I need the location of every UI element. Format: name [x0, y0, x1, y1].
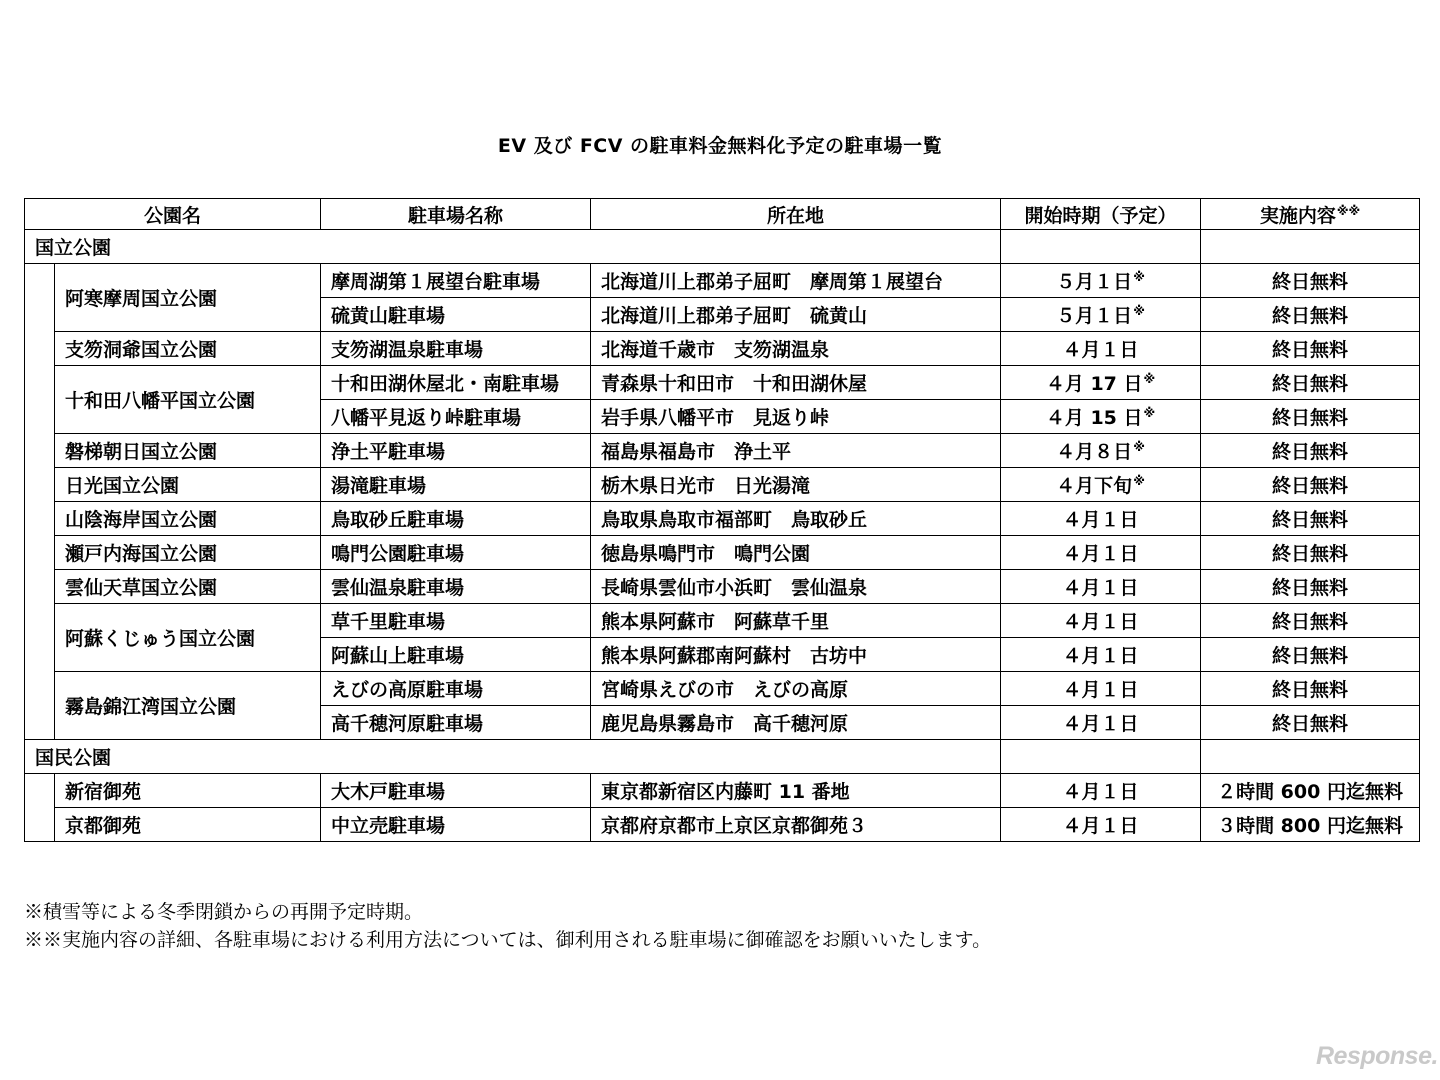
- content: 終日無料: [1201, 332, 1420, 366]
- page-title: EV 及び FCV の駐車料金無料化予定の駐車場一覧: [497, 135, 943, 157]
- park-name: 霧島錦江湾国立公園: [55, 672, 321, 740]
- category-row: [25, 230, 1420, 264]
- indent-cell: [25, 298, 55, 332]
- address: 北海道川上郡弟子屈町 硫黄山: [591, 298, 1001, 332]
- indent-cell: [25, 468, 55, 502]
- table-row: [25, 570, 1420, 604]
- lot-name: 大木戸駐車場: [321, 774, 591, 808]
- park-name: 京都御苑: [55, 808, 321, 842]
- lot-name: えびの高原駐車場: [321, 672, 591, 706]
- park-name: 日光国立公園: [55, 468, 321, 502]
- note-mark: ※: [1143, 372, 1156, 386]
- start-date: [1001, 332, 1201, 366]
- table-row: [25, 468, 1420, 502]
- start-date-text: ４月１日: [1062, 543, 1139, 565]
- footnotes: [24, 898, 991, 954]
- park-name: 瀬戸内海国立公園: [55, 536, 321, 570]
- note-mark: ※: [1133, 474, 1145, 488]
- start-date: [1001, 570, 1201, 604]
- address: 熊本県阿蘇市 阿蘇草千里: [591, 604, 1001, 638]
- content: 終日無料: [1201, 264, 1420, 298]
- indent-cell: [25, 604, 55, 638]
- content: 終日無料: [1201, 298, 1420, 332]
- address: 福島県福島市 浄土平: [591, 434, 1001, 468]
- lot-name: 阿蘇山上駐車場: [321, 638, 591, 672]
- category-label: 国立公園: [25, 230, 591, 264]
- content: 終日無料: [1201, 434, 1420, 468]
- note-mark: ※: [1133, 304, 1145, 318]
- indent-cell: [25, 808, 55, 842]
- footnote-1: ※積雪等による冬季閉鎖からの再開予定時期。: [24, 901, 424, 923]
- park-name: 雲仙天草国立公園: [55, 570, 321, 604]
- lot-name: 中立売駐車場: [321, 808, 591, 842]
- category-row: [25, 740, 1420, 774]
- indent-cell: [25, 332, 55, 366]
- start-date: [1001, 434, 1201, 468]
- start-date-text: ４月１日: [1062, 509, 1139, 531]
- indent-cell: [25, 434, 55, 468]
- header-content-label: 実施内容: [1259, 204, 1336, 227]
- start-date: [1001, 672, 1201, 706]
- content: 終日無料: [1201, 604, 1420, 638]
- indent-cell: [25, 638, 55, 672]
- start-date-text: ４月１日: [1062, 645, 1139, 667]
- lot-name: 摩周湖第１展望台駐車場: [321, 264, 591, 298]
- table-row: [25, 434, 1420, 468]
- content: 終日無料: [1201, 400, 1420, 434]
- indent-cell: [25, 672, 55, 706]
- start-date: [1001, 400, 1201, 434]
- start-date: [1001, 774, 1201, 808]
- indent-cell: [25, 706, 55, 740]
- category-label: 国民公園: [25, 740, 591, 774]
- lot-name: 浄土平駐車場: [321, 434, 591, 468]
- indent-cell: [25, 774, 55, 808]
- start-date-text: ４月下旬: [1056, 475, 1133, 497]
- address: 青森県十和田市 十和田湖休屋: [591, 366, 1001, 400]
- start-date-text: ４月１日: [1062, 713, 1139, 735]
- park-name: 新宿御苑: [55, 774, 321, 808]
- header-park: 公園名: [25, 199, 321, 230]
- table-row: [25, 774, 1420, 808]
- table-row: [25, 264, 1420, 298]
- content: 終日無料: [1201, 672, 1420, 706]
- park-name: 山陰海岸国立公園: [55, 502, 321, 536]
- category-fill-start: [1001, 230, 1201, 264]
- content: ２時間 600 円迄無料: [1201, 774, 1420, 808]
- start-date-text: ４月１日: [1062, 611, 1139, 633]
- address: 京都府京都市上京区京都御苑３: [591, 808, 1001, 842]
- content: 終日無料: [1201, 366, 1420, 400]
- start-date-text: ４月８日: [1056, 441, 1133, 463]
- start-date: [1001, 366, 1201, 400]
- park-name: 支笏洞爺国立公園: [55, 332, 321, 366]
- address: 北海道千歳市 支笏湖温泉: [591, 332, 1001, 366]
- start-date: [1001, 264, 1201, 298]
- start-date-text: ４月１日: [1062, 577, 1139, 599]
- indent-cell: [25, 570, 55, 604]
- note-mark: ※: [1133, 270, 1145, 284]
- start-date-text: ４月１日: [1062, 679, 1139, 701]
- address: 鳥取県鳥取市福部町 鳥取砂丘: [591, 502, 1001, 536]
- lot-name: 草千里駐車場: [321, 604, 591, 638]
- address: 岩手県八幡平市 見返り峠: [591, 400, 1001, 434]
- start-date-text: ５月１日: [1056, 305, 1133, 327]
- start-date-text: ４月１日: [1062, 781, 1139, 803]
- note-mark: ※: [1133, 440, 1145, 454]
- footnote-2: ※※実施内容の詳細、各駐車場における利用方法については、御利用される駐車場に御確認をお願いいたします。: [24, 929, 992, 951]
- content: 終日無料: [1201, 536, 1420, 570]
- content: ３時間 800 円迄無料: [1201, 808, 1420, 842]
- table-row: [25, 332, 1420, 366]
- lot-name: 八幡平見返り峠駐車場: [321, 400, 591, 434]
- content: 終日無料: [1201, 706, 1420, 740]
- category-fill-start: [1001, 740, 1201, 774]
- start-date: [1001, 604, 1201, 638]
- parking-table: [24, 198, 1420, 842]
- start-date: [1001, 706, 1201, 740]
- lot-name: 鳴門公園駐車場: [321, 536, 591, 570]
- indent-cell: [25, 400, 55, 434]
- address: 東京都新宿区内藤町 11 番地: [591, 774, 1001, 808]
- content: 終日無料: [1201, 468, 1420, 502]
- response-watermark-logo: Response.: [1316, 1042, 1438, 1070]
- header-content: [1201, 199, 1420, 230]
- park-name: 磐梯朝日国立公園: [55, 434, 321, 468]
- start-date-text: ４月１日: [1062, 815, 1139, 837]
- table-row: [25, 502, 1420, 536]
- start-date: [1001, 468, 1201, 502]
- category-fill: [591, 740, 1001, 774]
- address: 栃木県日光市 日光湯滝: [591, 468, 1001, 502]
- lot-name: 硫黄山駐車場: [321, 298, 591, 332]
- lot-name: 鳥取砂丘駐車場: [321, 502, 591, 536]
- table-row: [25, 366, 1420, 400]
- start-date: [1001, 536, 1201, 570]
- address: 徳島県鳴門市 鳴門公園: [591, 536, 1001, 570]
- category-fill: [591, 230, 1001, 264]
- address: 熊本県阿蘇郡南阿蘇村 古坊中: [591, 638, 1001, 672]
- header-address: 所在地: [591, 199, 1001, 230]
- indent-cell: [25, 536, 55, 570]
- lot-name: 支笏湖温泉駐車場: [321, 332, 591, 366]
- address: 鹿児島県霧島市 高千穂河原: [591, 706, 1001, 740]
- address: 宮崎県えびの市 えびの高原: [591, 672, 1001, 706]
- table-row: [25, 604, 1420, 638]
- table-row: [25, 536, 1420, 570]
- header-content-mark: ※※: [1336, 203, 1361, 218]
- content: 終日無料: [1201, 502, 1420, 536]
- table-body: [25, 230, 1420, 842]
- content: 終日無料: [1201, 570, 1420, 604]
- start-date: [1001, 502, 1201, 536]
- header-start: 開始時期（予定）: [1001, 199, 1201, 230]
- start-date-text: ４月 17 日: [1045, 373, 1143, 395]
- indent-cell: [25, 264, 55, 298]
- start-date-text: ４月１日: [1062, 339, 1139, 361]
- start-date: [1001, 638, 1201, 672]
- lot-name: 雲仙温泉駐車場: [321, 570, 591, 604]
- note-mark: ※: [1143, 406, 1156, 420]
- category-fill-content: [1201, 740, 1420, 774]
- content: 終日無料: [1201, 638, 1420, 672]
- indent-cell: [25, 366, 55, 400]
- lot-name: 十和田湖休屋北・南駐車場: [321, 366, 591, 400]
- start-date: [1001, 298, 1201, 332]
- header-lot: 駐車場名称: [321, 199, 591, 230]
- lot-name: 湯滝駐車場: [321, 468, 591, 502]
- table-row: [25, 672, 1420, 706]
- lot-name: 高千穂河原駐車場: [321, 706, 591, 740]
- indent-cell: [25, 502, 55, 536]
- park-name: 阿寒摩周国立公園: [55, 264, 321, 332]
- start-date: [1001, 808, 1201, 842]
- start-date-text: ４月 15 日: [1045, 407, 1143, 429]
- start-date-text: ５月１日: [1056, 271, 1133, 293]
- address: 北海道川上郡弟子屈町 摩周第１展望台: [591, 264, 1001, 298]
- table-row: [25, 808, 1420, 842]
- table-header-row: [25, 199, 1420, 230]
- address: 長崎県雲仙市小浜町 雲仙温泉: [591, 570, 1001, 604]
- park-name: 十和田八幡平国立公園: [55, 366, 321, 434]
- park-name: 阿蘇くじゅう国立公園: [55, 604, 321, 672]
- category-fill-content: [1201, 230, 1420, 264]
